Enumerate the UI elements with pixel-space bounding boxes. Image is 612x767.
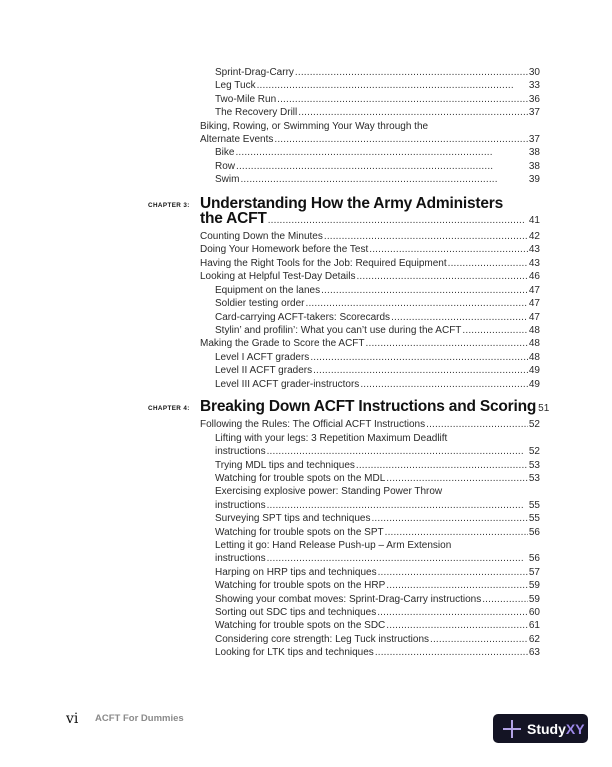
- toc-entry-line[interactable]: [215, 432, 540, 445]
- toc-entry[interactable]: [215, 378, 540, 391]
- toc-entry[interactable]: [200, 270, 540, 283]
- table-of-contents: [0, 66, 612, 660]
- dot-leader: [310, 351, 528, 364]
- dot-leader: [386, 619, 528, 632]
- page-number: 38: [528, 160, 540, 172]
- toc-entry-title: Level II ACFT graders: [215, 365, 313, 377]
- page-number: 52: [528, 419, 540, 431]
- page-number: 41: [528, 214, 540, 226]
- toc-entry[interactable]: [215, 284, 540, 297]
- page-number: 55: [528, 513, 540, 525]
- toc-entry-title: Looking for LTK tips and techniques: [215, 647, 374, 659]
- toc-entry-title: Swim: [215, 174, 240, 186]
- toc-entry[interactable]: [200, 257, 540, 270]
- toc-entry[interactable]: [215, 311, 540, 324]
- page-number: 37: [528, 107, 540, 119]
- toc-entry-title: Row: [215, 160, 236, 172]
- toc-entry-title: Showing your combat moves: Sprint-Drag-Carry instructions: [215, 593, 482, 605]
- toc-entry[interactable]: [215, 146, 540, 159]
- toc-entry-title: Soldier testing order: [215, 298, 305, 310]
- toc-entry-title: Watching for trouble spots on the SDC: [215, 620, 386, 632]
- dot-leader: [356, 270, 527, 283]
- toc-entry[interactable]: [215, 512, 540, 525]
- page-number: 61: [528, 620, 540, 632]
- toc-entry-line[interactable]: [200, 120, 540, 133]
- toc-entry-title: Harping on HRP tips and techniques: [215, 566, 377, 578]
- page-number: 47: [528, 298, 540, 310]
- toc-entry[interactable]: [215, 93, 540, 106]
- plus-icon: [501, 718, 523, 740]
- toc-entry-title: Stylin’ and profilin’: What you can’t use during the ACFT: [215, 324, 462, 336]
- page-number: 48: [528, 351, 540, 363]
- toc-entry-title: Surveying SPT tips and techniques: [215, 513, 371, 525]
- chapter-4-heading[interactable]: [148, 397, 550, 415]
- toc-entry-title: Two-Mile Run: [215, 93, 277, 105]
- toc-section-chapter2-continued: [0, 66, 612, 187]
- dot-leader: [321, 284, 528, 297]
- toc-entry[interactable]: [200, 243, 540, 256]
- toc-section-chapter4: [0, 418, 612, 659]
- toc-entry-title: Counting Down the Minutes: [200, 231, 323, 243]
- toc-entry[interactable]: [215, 351, 540, 364]
- toc-entry[interactable]: [215, 646, 540, 659]
- page-number: 59: [528, 593, 540, 605]
- page-number: 60: [528, 607, 540, 619]
- toc-entry[interactable]: [215, 579, 540, 592]
- toc-entry-title: Biking, Rowing, or Swimming Your Way through the: [200, 120, 429, 132]
- toc-entry[interactable]: [200, 230, 540, 243]
- page-number: 56: [528, 553, 540, 565]
- chapter-3-heading[interactable]: [148, 194, 540, 227]
- toc-entry[interactable]: [215, 106, 540, 119]
- dot-leader: [267, 552, 528, 565]
- toc-entry[interactable]: [200, 337, 540, 350]
- page-number: 39: [528, 174, 540, 186]
- chapter-title: Breaking Down ACFT Instructions and Scoring: [200, 397, 537, 415]
- toc-entry[interactable]: [215, 472, 540, 485]
- toc-entry-title: Watching for trouble spots on the SPT: [215, 526, 384, 538]
- toc-entry-title: Card-carrying ACFT-takers: Scorecards: [215, 311, 391, 323]
- toc-entry[interactable]: [200, 133, 540, 146]
- dot-leader: [306, 297, 528, 310]
- dot-leader: [298, 106, 528, 119]
- dot-leader: [377, 606, 528, 619]
- page-number: 46: [528, 271, 540, 283]
- dot-leader: [240, 173, 527, 186]
- running-footer-title: ACFT For Dummies: [95, 713, 184, 724]
- dot-leader: [385, 526, 528, 539]
- page-number: 36: [528, 93, 540, 105]
- toc-entry-title: Doing Your Homework before the Test: [200, 244, 369, 256]
- toc-entry-title: instructions: [215, 499, 266, 511]
- toc-entry[interactable]: [215, 499, 540, 512]
- toc-entry[interactable]: [215, 297, 540, 310]
- page-number: 37: [528, 134, 540, 146]
- brand-name: [527, 721, 585, 737]
- dot-leader: [391, 311, 528, 324]
- dot-leader: [257, 79, 528, 92]
- toc-entry[interactable]: [215, 79, 540, 92]
- toc-entry-title: Equipment on the lanes: [215, 284, 321, 296]
- toc-entry-title: Considering core strength: Leg Tuck instructions: [215, 633, 429, 645]
- toc-entry[interactable]: [215, 173, 540, 186]
- dot-leader: [369, 243, 528, 256]
- toc-section-chapter3: [0, 230, 612, 391]
- page-number: 49: [528, 378, 540, 390]
- toc-entry-title: Following the Rules: The Official ACFT Instructions: [200, 419, 426, 431]
- dot-leader: [426, 418, 528, 431]
- page-number: 53: [528, 459, 540, 471]
- brand-main: Study: [527, 720, 566, 737]
- page-number: 55: [528, 499, 540, 511]
- folio-page-number: vi: [66, 711, 79, 727]
- dot-leader: [366, 337, 528, 350]
- chapter-label: CHAPTER 3:: [148, 201, 190, 209]
- toc-entry[interactable]: [215, 552, 540, 565]
- toc-entry-title: Watching for trouble spots on the MDL: [215, 472, 386, 484]
- toc-entry-title: Bike: [215, 147, 235, 159]
- page-number: 49: [528, 365, 540, 377]
- toc-entry-title: Having the Right Tools for the Job: Required Equipment: [200, 257, 447, 269]
- page-number: 47: [528, 284, 540, 296]
- toc-entry[interactable]: [215, 633, 540, 646]
- page-number: 56: [528, 526, 540, 538]
- page-number: 33: [528, 80, 540, 92]
- page-number: 43: [528, 257, 540, 269]
- dot-leader: [482, 593, 528, 606]
- chapter-title-line: Understanding How the Army Administers: [200, 194, 504, 212]
- page-number: 63: [528, 647, 540, 659]
- toc-entry-title: Level III ACFT grader-instructors: [215, 378, 360, 390]
- toc-entry-title: Trying MDL tips and techniques: [215, 459, 355, 471]
- toc-entry[interactable]: [215, 364, 540, 377]
- dot-leader: [235, 146, 527, 159]
- toc-entry[interactable]: [215, 459, 540, 472]
- dot-leader: [277, 93, 528, 106]
- dot-leader: [267, 445, 528, 458]
- chapter-title-line: the ACFT: [200, 209, 267, 227]
- dot-leader: [274, 133, 528, 146]
- page-number: 52: [528, 446, 540, 458]
- toc-entry[interactable]: [215, 160, 540, 173]
- page-number: 62: [528, 633, 540, 645]
- toc-entry-title: Leg Tuck: [215, 80, 256, 92]
- toc-entry-title: Looking at Helpful Test-Day Details: [200, 271, 356, 283]
- toc-entry-line[interactable]: [215, 485, 540, 498]
- toc-entry[interactable]: [215, 66, 540, 79]
- toc-entry[interactable]: [215, 445, 540, 458]
- toc-entry[interactable]: [215, 606, 540, 619]
- toc-entry-title: The Recovery Drill: [215, 107, 298, 119]
- toc-entry-title: Making the Grade to Score the ACFT: [200, 338, 365, 350]
- chapter-title-row: [200, 209, 540, 227]
- page-number: 38: [528, 147, 540, 159]
- toc-entry-title: Alternate Events: [200, 134, 274, 146]
- toc-entry-title: Exercising explosive power: Standing Power Throw: [215, 486, 443, 498]
- dot-leader: [462, 324, 527, 337]
- page-number: 43: [528, 244, 540, 256]
- toc-entry-title: Sorting out SDC tips and techniques: [215, 607, 377, 619]
- dot-leader: [360, 378, 528, 391]
- toc-entry-title: Lifting with your legs: 3 Repetition Maximum Deadlift: [215, 432, 448, 444]
- toc-entry[interactable]: [215, 526, 540, 539]
- toc-entry[interactable]: [215, 619, 540, 632]
- dot-leader: [268, 214, 528, 227]
- toc-entry-title: Level I ACFT graders: [215, 351, 310, 363]
- page-number: 47: [528, 311, 540, 323]
- toc-entry-title: Watching for trouble spots on the HRP: [215, 580, 386, 592]
- toc-entry-title: instructions: [215, 553, 266, 565]
- page-number: 30: [528, 67, 540, 78]
- toc-entry[interactable]: [215, 324, 540, 337]
- dot-leader: [448, 257, 528, 270]
- dot-leader: [375, 646, 528, 659]
- page-number: 53: [528, 472, 540, 484]
- toc-entry-title: Sprint-Drag-Carry: [215, 67, 294, 78]
- chapter-title-row: [200, 397, 550, 415]
- dot-leader: [356, 459, 528, 472]
- dot-leader: [267, 499, 528, 512]
- page-number: 59: [528, 580, 540, 592]
- toc-entry-title: Letting it go: Hand Release Push-up – Arm Extension: [215, 540, 452, 551]
- toc-entry[interactable]: [215, 566, 540, 579]
- page-number: 48: [528, 338, 540, 350]
- toc-entry-title: instructions: [215, 446, 266, 458]
- page-number: 42: [528, 231, 540, 243]
- page-number: 51: [538, 402, 550, 414]
- toc-entry[interactable]: [215, 593, 540, 606]
- dot-leader: [295, 66, 528, 79]
- toc-entry-line[interactable]: [215, 539, 540, 552]
- dot-leader: [430, 633, 528, 646]
- dot-leader: [378, 566, 528, 579]
- chapter-label: CHAPTER 4:: [148, 404, 190, 412]
- brand-accent: XY: [565, 720, 585, 737]
- dot-leader: [386, 579, 528, 592]
- dot-leader: [236, 160, 528, 173]
- page-number: 48: [528, 324, 540, 336]
- dot-leader: [386, 472, 528, 485]
- toc-entry[interactable]: [200, 418, 540, 431]
- dot-leader: [324, 230, 528, 243]
- page-number: 57: [528, 566, 540, 578]
- studyxy-badge[interactable]: [493, 714, 588, 743]
- dot-leader: [313, 364, 528, 377]
- dot-leader: [371, 512, 527, 525]
